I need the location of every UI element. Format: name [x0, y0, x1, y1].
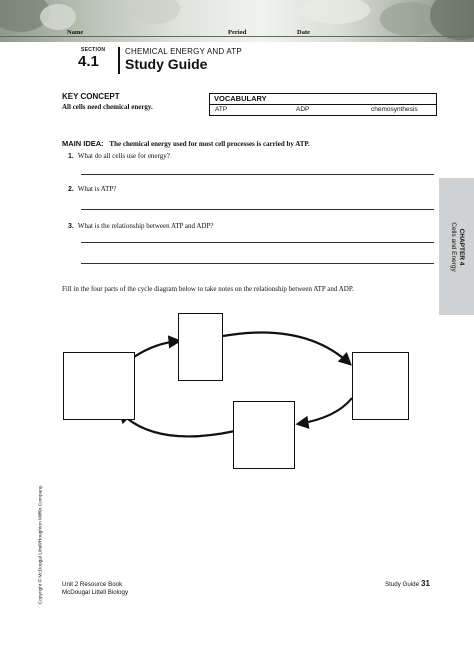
vocab-term: ATP — [215, 106, 228, 113]
main-idea-text: The chemical energy used for most cell processes is carried by ATP. — [109, 140, 310, 148]
cycle-box-right[interactable] — [352, 352, 409, 420]
question-number: 1. — [68, 153, 74, 160]
footer-book-title: Unit 2 Resource Book — [62, 581, 123, 588]
diagram-instructions: Fill in the four parts of the cycle diagram below to take notes on the relationship between ATP and ADP. — [62, 285, 354, 293]
main-idea-label: MAIN IDEA: — [62, 139, 104, 148]
footer-section: Study Guide — [385, 581, 420, 588]
question-text: What is ATP? — [77, 185, 117, 193]
key-concept-heading: KEY CONCEPT — [62, 92, 120, 101]
question-number: 3. — [68, 223, 74, 230]
cycle-arrow-left — [120, 412, 235, 436]
chapter-number: CHAPTER 4 — [457, 228, 465, 265]
vocab-term: ADP — [296, 106, 310, 113]
vocab-term: chemosynthesis — [371, 106, 418, 113]
footer-book — [62, 581, 128, 597]
name-label: Name — [67, 29, 84, 36]
footer-publisher: McDougal Littell Biology — [62, 589, 129, 596]
cycle-arrow-right — [223, 333, 350, 365]
page-title: Study Guide — [125, 56, 208, 72]
cycle-box-bottom[interactable] — [233, 401, 295, 469]
chapter-subtitle: Cells and Energy — [449, 221, 457, 272]
vocabulary-heading: VOCABULARY — [210, 94, 436, 105]
period-label: Period — [228, 29, 247, 36]
key-concept-text: All cells need chemical energy. — [62, 103, 153, 111]
question-text: What do all cells use for energy? — [77, 152, 170, 160]
page-number: 31 — [421, 579, 430, 588]
copyright-notice: Copyright © McDougal Littell/Houghton Mifflin Company. — [38, 484, 44, 605]
cycle-arrow-bottom-right — [298, 398, 352, 424]
question-text: What is the relationship between ATP and ADP? — [77, 222, 214, 230]
section-label: SECTION — [81, 47, 106, 53]
question-number: 2. — [68, 186, 74, 193]
cycle-box-top[interactable] — [178, 313, 223, 381]
section-topic: CHEMICAL ENERGY AND ATP — [125, 47, 242, 56]
cycle-arrow-top — [134, 341, 179, 357]
date-label: Date — [297, 29, 310, 36]
cycle-box-left[interactable] — [63, 352, 135, 420]
section-number: 4.1 — [78, 53, 99, 70]
